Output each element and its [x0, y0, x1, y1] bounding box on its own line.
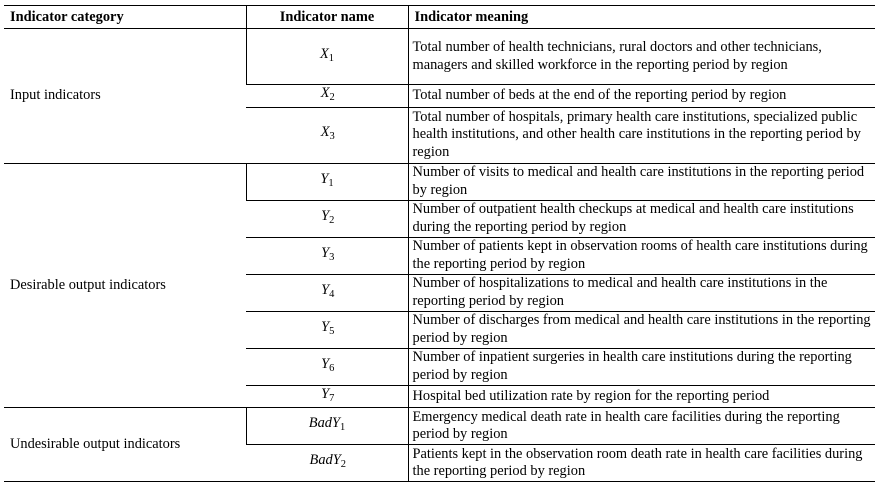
- indicator-meaning: Number of hospitalizations to medical and health care institutions in the reporting period by region: [408, 274, 875, 311]
- indicator-name: $Y_4$: [246, 274, 408, 311]
- table-row: [4, 163, 875, 200]
- indicator-meaning: Emergency medical death rate in health care facilities during the reporting period by region: [408, 408, 875, 445]
- indicator-meaning: Number of discharges from medical and health care institutions in the reporting period by region: [408, 311, 875, 348]
- header-meaning: Indicator meaning: [408, 6, 875, 29]
- indicator-meaning: Number of outpatient health checkups at medical and health care institutions during the reporting period by region: [408, 200, 875, 237]
- indicator-meaning: Hospital bed utilization rate by region for the reporting period: [408, 385, 875, 408]
- indicator-meaning: Patients kept in the observation room death rate in health care facilities during the reporting period by region: [408, 445, 875, 482]
- indicator-name: $Y_1$: [246, 163, 408, 200]
- header-name: Indicator name: [246, 6, 408, 29]
- indicator-name: $Y_5$: [246, 311, 408, 348]
- indicator-name: $Y_7$: [246, 385, 408, 408]
- indicator-name: $Y_3$: [246, 237, 408, 274]
- indicator-name: $X_2$: [246, 85, 408, 108]
- header-row: [4, 6, 875, 29]
- indicator-meaning: Total number of hospitals, primary health care institutions, specialized public health institutions, and other health care institutions in the reporting period by region: [408, 107, 875, 163]
- indicator-meaning: Number of patients kept in observation rooms of health care institutions during the reporting period by region: [408, 237, 875, 274]
- indicator-table: [4, 5, 875, 482]
- category-cell: Desirable output indicators: [4, 163, 246, 408]
- header-category: Indicator category: [4, 6, 246, 29]
- category-cell: Undesirable output indicators: [4, 408, 246, 482]
- table-row: [4, 29, 875, 85]
- indicator-name: $Y_6$: [246, 348, 408, 385]
- table-row: [4, 408, 875, 445]
- indicator-meaning: Total number of health technicians, rural doctors and other technicians, managers and skilled workforce in the reporting period by region: [408, 29, 875, 85]
- indicator-name: $Y_2$: [246, 200, 408, 237]
- category-cell: Input indicators: [4, 29, 246, 164]
- indicator-name: $X_1$: [246, 29, 408, 85]
- indicator-name: $X_3$: [246, 107, 408, 163]
- indicator-name: BadY$_1$: [246, 408, 408, 445]
- indicator-name: BadY$_2$: [246, 445, 408, 482]
- indicator-meaning: Number of visits to medical and health care institutions in the reporting period by region: [408, 163, 875, 200]
- indicator-meaning: Total number of beds at the end of the reporting period by region: [408, 85, 875, 108]
- indicator-meaning: Number of inpatient surgeries in health care institutions during the reporting period by region: [408, 348, 875, 385]
